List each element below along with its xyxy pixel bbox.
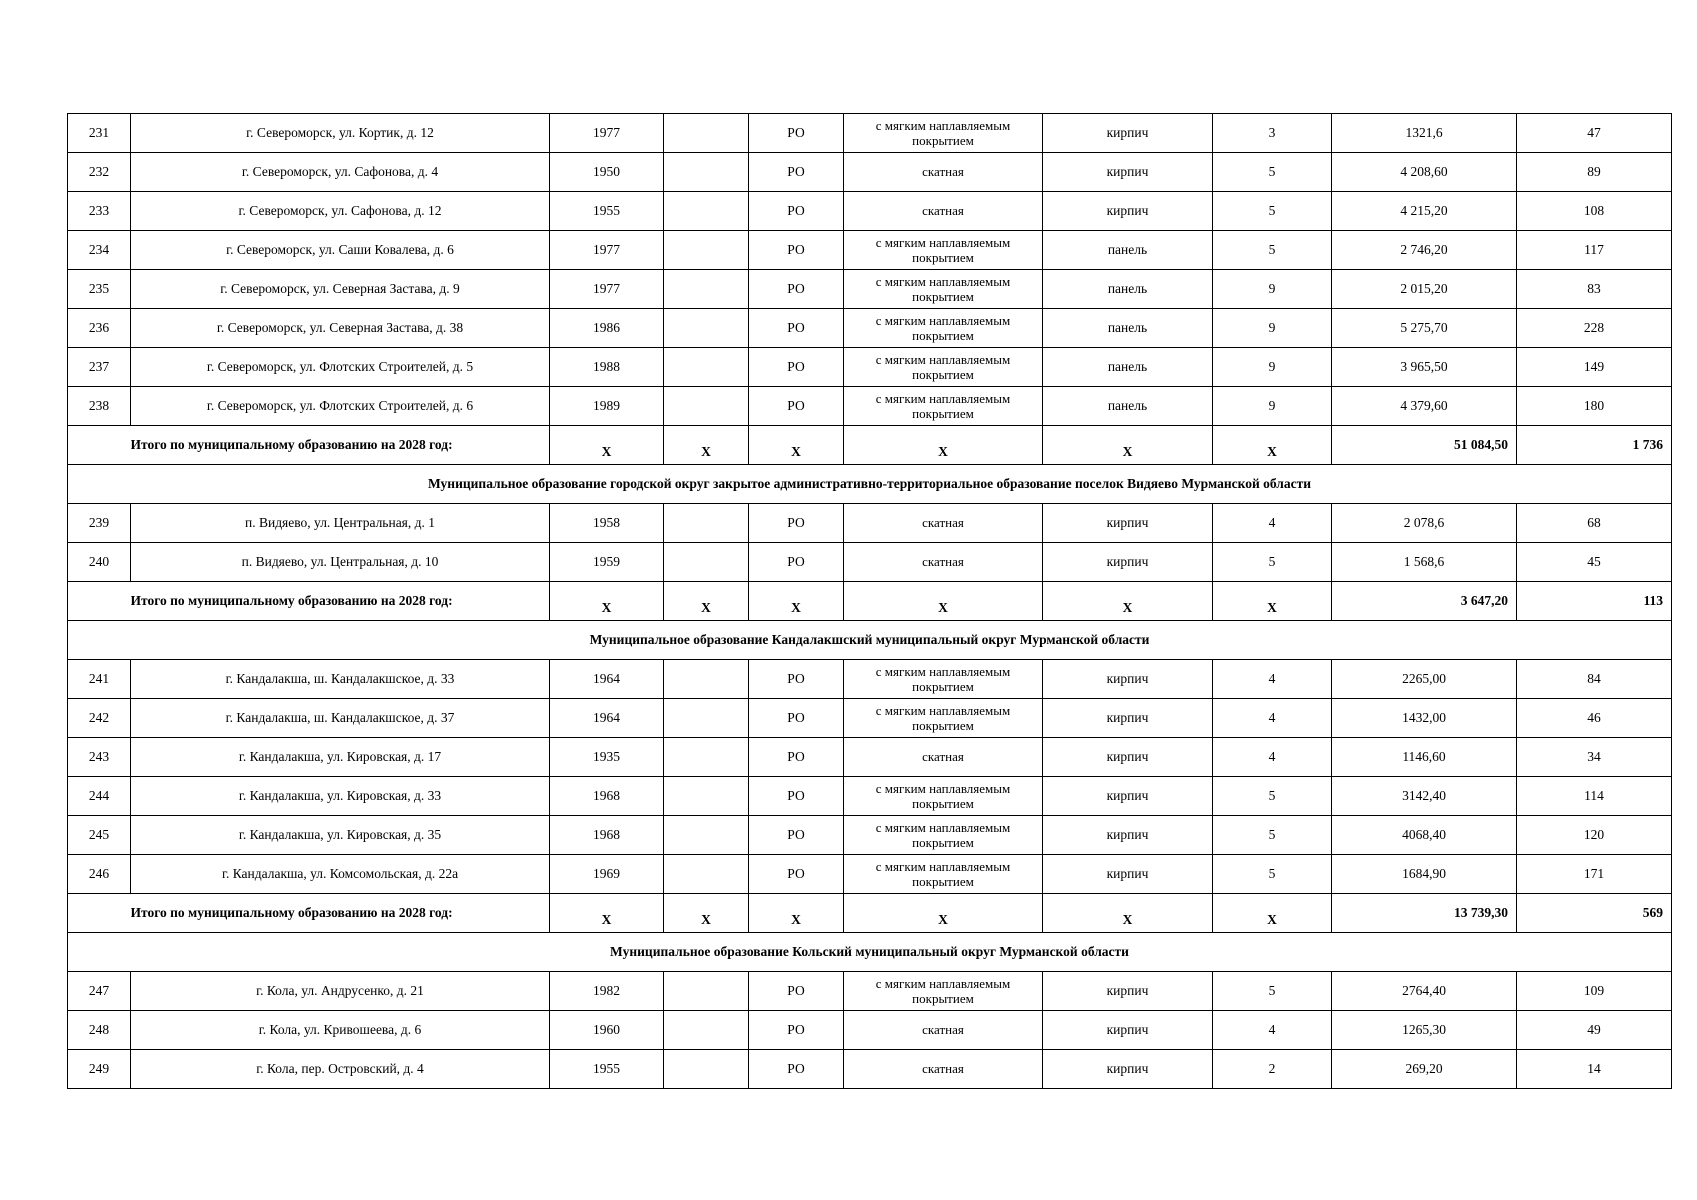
floors-cell: 3: [1213, 114, 1332, 153]
area-cell: 3 965,50: [1332, 348, 1517, 387]
floors-cell: 5: [1213, 192, 1332, 231]
table-row: [68, 270, 1672, 309]
service-cell: РО: [749, 153, 844, 192]
roof-type-cell: с мягким наплавляемым покрытием: [844, 777, 1043, 816]
empty-cell: [664, 816, 749, 855]
residents-cell: 120: [1517, 816, 1672, 855]
total-label: Итого по муниципальному образованию на 2028 год:: [131, 894, 550, 933]
empty-cell: [664, 660, 749, 699]
total-x-cell: X: [550, 582, 664, 621]
residents-cell: 117: [1517, 231, 1672, 270]
residents-cell: 108: [1517, 192, 1672, 231]
area-cell: 1684,90: [1332, 855, 1517, 894]
wall-material-cell: кирпич: [1043, 738, 1213, 777]
total-x-cell: X: [1213, 894, 1332, 933]
row-number-cell: 245: [68, 816, 131, 855]
wall-material-cell: кирпич: [1043, 114, 1213, 153]
empty-cell: [664, 777, 749, 816]
table-row: [68, 543, 1672, 582]
empty-cell: [664, 738, 749, 777]
row-number-cell: 237: [68, 348, 131, 387]
wall-material-cell: панель: [1043, 309, 1213, 348]
service-cell: РО: [749, 192, 844, 231]
area-cell: 2764,40: [1332, 972, 1517, 1011]
section-title: Муниципальное образование Кандалакшский муниципальный округ Мурманской области: [68, 621, 1672, 660]
total-x-cell: X: [664, 426, 749, 465]
year-cell: 1977: [550, 231, 664, 270]
section-header-row: [68, 621, 1672, 660]
floors-cell: 5: [1213, 777, 1332, 816]
wall-material-cell: кирпич: [1043, 504, 1213, 543]
total-x-cell: X: [550, 426, 664, 465]
address-cell: г. Кола, пер. Островский, д. 4: [131, 1050, 550, 1089]
total-spacer-cell: [68, 894, 131, 933]
table-row: [68, 309, 1672, 348]
service-cell: РО: [749, 348, 844, 387]
empty-cell: [664, 1050, 749, 1089]
empty-cell: [664, 387, 749, 426]
wall-material-cell: кирпич: [1043, 1011, 1213, 1050]
floors-cell: 2: [1213, 1050, 1332, 1089]
service-cell: РО: [749, 387, 844, 426]
area-cell: 4 379,60: [1332, 387, 1517, 426]
service-cell: РО: [749, 1011, 844, 1050]
floors-cell: 4: [1213, 1011, 1332, 1050]
table-row: [68, 738, 1672, 777]
wall-material-cell: кирпич: [1043, 855, 1213, 894]
empty-cell: [664, 192, 749, 231]
wall-material-cell: кирпич: [1043, 192, 1213, 231]
floors-cell: 5: [1213, 231, 1332, 270]
year-cell: 1959: [550, 543, 664, 582]
area-cell: 3142,40: [1332, 777, 1517, 816]
row-number-cell: 235: [68, 270, 131, 309]
table-row: [68, 1050, 1672, 1089]
roof-type-cell: с мягким наплавляемым покрытием: [844, 816, 1043, 855]
total-area: 13 739,30: [1332, 894, 1517, 933]
table-row: [68, 816, 1672, 855]
year-cell: 1950: [550, 153, 664, 192]
empty-cell: [664, 699, 749, 738]
wall-material-cell: панель: [1043, 387, 1213, 426]
table-row: [68, 231, 1672, 270]
year-cell: 1960: [550, 1011, 664, 1050]
empty-cell: [664, 270, 749, 309]
address-cell: г. Североморск, ул. Саши Ковалева, д. 6: [131, 231, 550, 270]
service-cell: РО: [749, 309, 844, 348]
row-number-cell: 242: [68, 699, 131, 738]
area-cell: 4 208,60: [1332, 153, 1517, 192]
row-number-cell: 248: [68, 1011, 131, 1050]
total-x-cell: X: [749, 894, 844, 933]
floors-cell: 5: [1213, 153, 1332, 192]
total-x-cell: X: [844, 894, 1043, 933]
area-cell: 2 078,6: [1332, 504, 1517, 543]
housing-register-table: [67, 113, 1672, 1089]
floors-cell: 5: [1213, 972, 1332, 1011]
table-row: [68, 504, 1672, 543]
total-label: Итого по муниципальному образованию на 2028 год:: [131, 426, 550, 465]
empty-cell: [664, 153, 749, 192]
total-residents: 569: [1517, 894, 1672, 933]
empty-cell: [664, 348, 749, 387]
wall-material-cell: кирпич: [1043, 699, 1213, 738]
total-row: [68, 426, 1672, 465]
floors-cell: 5: [1213, 855, 1332, 894]
year-cell: 1955: [550, 1050, 664, 1089]
total-label: Итого по муниципальному образованию на 2028 год:: [131, 582, 550, 621]
year-cell: 1964: [550, 660, 664, 699]
roof-type-cell: скатная: [844, 543, 1043, 582]
service-cell: РО: [749, 777, 844, 816]
empty-cell: [664, 543, 749, 582]
table-row: [68, 348, 1672, 387]
total-x-cell: X: [749, 426, 844, 465]
area-cell: 4068,40: [1332, 816, 1517, 855]
year-cell: 1964: [550, 699, 664, 738]
year-cell: 1968: [550, 777, 664, 816]
residents-cell: 83: [1517, 270, 1672, 309]
total-area: 51 084,50: [1332, 426, 1517, 465]
row-number-cell: 244: [68, 777, 131, 816]
row-number-cell: 247: [68, 972, 131, 1011]
area-cell: 1432,00: [1332, 699, 1517, 738]
wall-material-cell: кирпич: [1043, 816, 1213, 855]
year-cell: 1935: [550, 738, 664, 777]
total-row: [68, 582, 1672, 621]
area-cell: 4 215,20: [1332, 192, 1517, 231]
year-cell: 1968: [550, 816, 664, 855]
service-cell: РО: [749, 660, 844, 699]
row-number-cell: 231: [68, 114, 131, 153]
year-cell: 1969: [550, 855, 664, 894]
total-x-cell: X: [1213, 426, 1332, 465]
residents-cell: 46: [1517, 699, 1672, 738]
total-spacer-cell: [68, 582, 131, 621]
wall-material-cell: кирпич: [1043, 777, 1213, 816]
empty-cell: [664, 972, 749, 1011]
table-row: [68, 855, 1672, 894]
residents-cell: 47: [1517, 114, 1672, 153]
area-cell: 2 015,20: [1332, 270, 1517, 309]
empty-cell: [664, 309, 749, 348]
empty-cell: [664, 504, 749, 543]
floors-cell: 9: [1213, 348, 1332, 387]
wall-material-cell: панель: [1043, 270, 1213, 309]
roof-type-cell: скатная: [844, 1050, 1043, 1089]
area-cell: 1321,6: [1332, 114, 1517, 153]
area-cell: 1 568,6: [1332, 543, 1517, 582]
floors-cell: 4: [1213, 699, 1332, 738]
total-x-cell: X: [1213, 582, 1332, 621]
residents-cell: 114: [1517, 777, 1672, 816]
total-x-cell: X: [664, 894, 749, 933]
address-cell: г. Кандалакша, ш. Кандалакшское, д. 33: [131, 660, 550, 699]
address-cell: г. Кандалакша, ш. Кандалакшское, д. 37: [131, 699, 550, 738]
table-row: [68, 192, 1672, 231]
row-number-cell: 234: [68, 231, 131, 270]
table-row: [68, 660, 1672, 699]
row-number-cell: 233: [68, 192, 131, 231]
year-cell: 1988: [550, 348, 664, 387]
service-cell: РО: [749, 855, 844, 894]
section-header-row: [68, 933, 1672, 972]
row-number-cell: 241: [68, 660, 131, 699]
service-cell: РО: [749, 972, 844, 1011]
residents-cell: 68: [1517, 504, 1672, 543]
residents-cell: 109: [1517, 972, 1672, 1011]
roof-type-cell: скатная: [844, 1011, 1043, 1050]
table-row: [68, 387, 1672, 426]
section-header-row: [68, 465, 1672, 504]
row-number-cell: 239: [68, 504, 131, 543]
floors-cell: 4: [1213, 504, 1332, 543]
total-x-cell: X: [1043, 894, 1213, 933]
service-cell: РО: [749, 738, 844, 777]
residents-cell: 89: [1517, 153, 1672, 192]
wall-material-cell: кирпич: [1043, 660, 1213, 699]
address-cell: г. Североморск, ул. Сафонова, д. 12: [131, 192, 550, 231]
service-cell: РО: [749, 816, 844, 855]
roof-type-cell: с мягким наплавляемым покрытием: [844, 972, 1043, 1011]
table-row: [68, 777, 1672, 816]
area-cell: 1146,60: [1332, 738, 1517, 777]
service-cell: РО: [749, 114, 844, 153]
wall-material-cell: кирпич: [1043, 153, 1213, 192]
wall-material-cell: кирпич: [1043, 972, 1213, 1011]
total-x-cell: X: [1043, 426, 1213, 465]
wall-material-cell: кирпич: [1043, 1050, 1213, 1089]
floors-cell: 9: [1213, 387, 1332, 426]
row-number-cell: 240: [68, 543, 131, 582]
total-x-cell: X: [1043, 582, 1213, 621]
service-cell: РО: [749, 270, 844, 309]
total-spacer-cell: [68, 426, 131, 465]
wall-material-cell: кирпич: [1043, 543, 1213, 582]
year-cell: 1977: [550, 114, 664, 153]
row-number-cell: 232: [68, 153, 131, 192]
roof-type-cell: скатная: [844, 192, 1043, 231]
address-cell: г. Кола, ул. Кривошеева, д. 6: [131, 1011, 550, 1050]
empty-cell: [664, 231, 749, 270]
roof-type-cell: скатная: [844, 153, 1043, 192]
total-x-cell: X: [749, 582, 844, 621]
total-residents: 113: [1517, 582, 1672, 621]
service-cell: РО: [749, 699, 844, 738]
empty-cell: [664, 114, 749, 153]
roof-type-cell: с мягким наплавляемым покрытием: [844, 309, 1043, 348]
service-cell: РО: [749, 543, 844, 582]
residents-cell: 171: [1517, 855, 1672, 894]
table-row: [68, 153, 1672, 192]
row-number-cell: 249: [68, 1050, 131, 1089]
address-cell: г. Кандалакша, ул. Комсомольская, д. 22а: [131, 855, 550, 894]
empty-cell: [664, 855, 749, 894]
table-row: [68, 114, 1672, 153]
roof-type-cell: с мягким наплавляемым покрытием: [844, 699, 1043, 738]
year-cell: 1955: [550, 192, 664, 231]
address-cell: г. Североморск, ул. Кортик, д. 12: [131, 114, 550, 153]
total-area: 3 647,20: [1332, 582, 1517, 621]
table-row: [68, 972, 1672, 1011]
row-number-cell: 243: [68, 738, 131, 777]
row-number-cell: 246: [68, 855, 131, 894]
floors-cell: 4: [1213, 660, 1332, 699]
roof-type-cell: скатная: [844, 504, 1043, 543]
area-cell: 2 746,20: [1332, 231, 1517, 270]
year-cell: 1982: [550, 972, 664, 1011]
roof-type-cell: с мягким наплавляемым покрытием: [844, 231, 1043, 270]
section-title: Муниципальное образование городской округ закрытое административно-территориальное образование поселок Видяево Мурманской области: [68, 465, 1672, 504]
service-cell: РО: [749, 231, 844, 270]
residents-cell: 14: [1517, 1050, 1672, 1089]
total-x-cell: X: [844, 582, 1043, 621]
section-title: Муниципальное образование Кольский муниципальный округ Мурманской области: [68, 933, 1672, 972]
area-cell: 1265,30: [1332, 1011, 1517, 1050]
table-row: [68, 699, 1672, 738]
address-cell: г. Кандалакша, ул. Кировская, д. 17: [131, 738, 550, 777]
floors-cell: 9: [1213, 270, 1332, 309]
area-cell: 2265,00: [1332, 660, 1517, 699]
roof-type-cell: скатная: [844, 738, 1043, 777]
residents-cell: 45: [1517, 543, 1672, 582]
service-cell: РО: [749, 1050, 844, 1089]
address-cell: г. Североморск, ул. Флотских Строителей, д. 6: [131, 387, 550, 426]
total-row: [68, 894, 1672, 933]
service-cell: РО: [749, 504, 844, 543]
address-cell: п. Видяево, ул. Центральная, д. 1: [131, 504, 550, 543]
residents-cell: 49: [1517, 1011, 1672, 1050]
roof-type-cell: с мягким наплавляемым покрытием: [844, 348, 1043, 387]
year-cell: 1977: [550, 270, 664, 309]
address-cell: г. Кола, ул. Андрусенко, д. 21: [131, 972, 550, 1011]
floors-cell: 5: [1213, 543, 1332, 582]
address-cell: г. Североморск, ул. Сафонова, д. 4: [131, 153, 550, 192]
floors-cell: 9: [1213, 309, 1332, 348]
address-cell: г. Кандалакша, ул. Кировская, д. 35: [131, 816, 550, 855]
address-cell: п. Видяево, ул. Центральная, д. 10: [131, 543, 550, 582]
area-cell: 5 275,70: [1332, 309, 1517, 348]
row-number-cell: 236: [68, 309, 131, 348]
residents-cell: 228: [1517, 309, 1672, 348]
empty-cell: [664, 1011, 749, 1050]
roof-type-cell: с мягким наплавляемым покрытием: [844, 114, 1043, 153]
year-cell: 1986: [550, 309, 664, 348]
area-cell: 269,20: [1332, 1050, 1517, 1089]
residents-cell: 34: [1517, 738, 1672, 777]
roof-type-cell: с мягким наплавляемым покрытием: [844, 855, 1043, 894]
address-cell: г. Североморск, ул. Северная Застава, д. 38: [131, 309, 550, 348]
wall-material-cell: панель: [1043, 231, 1213, 270]
wall-material-cell: панель: [1043, 348, 1213, 387]
year-cell: 1989: [550, 387, 664, 426]
residents-cell: 180: [1517, 387, 1672, 426]
total-x-cell: X: [550, 894, 664, 933]
address-cell: г. Североморск, ул. Северная Застава, д. 9: [131, 270, 550, 309]
total-residents: 1 736: [1517, 426, 1672, 465]
residents-cell: 149: [1517, 348, 1672, 387]
total-x-cell: X: [664, 582, 749, 621]
roof-type-cell: с мягким наплавляемым покрытием: [844, 387, 1043, 426]
roof-type-cell: с мягким наплавляемым покрытием: [844, 270, 1043, 309]
floors-cell: 4: [1213, 738, 1332, 777]
year-cell: 1958: [550, 504, 664, 543]
address-cell: г. Кандалакша, ул. Кировская, д. 33: [131, 777, 550, 816]
residents-cell: 84: [1517, 660, 1672, 699]
address-cell: г. Североморск, ул. Флотских Строителей, д. 5: [131, 348, 550, 387]
total-x-cell: X: [844, 426, 1043, 465]
floors-cell: 5: [1213, 816, 1332, 855]
table-row: [68, 1011, 1672, 1050]
roof-type-cell: с мягким наплавляемым покрытием: [844, 660, 1043, 699]
table-body: [68, 114, 1672, 1089]
row-number-cell: 238: [68, 387, 131, 426]
